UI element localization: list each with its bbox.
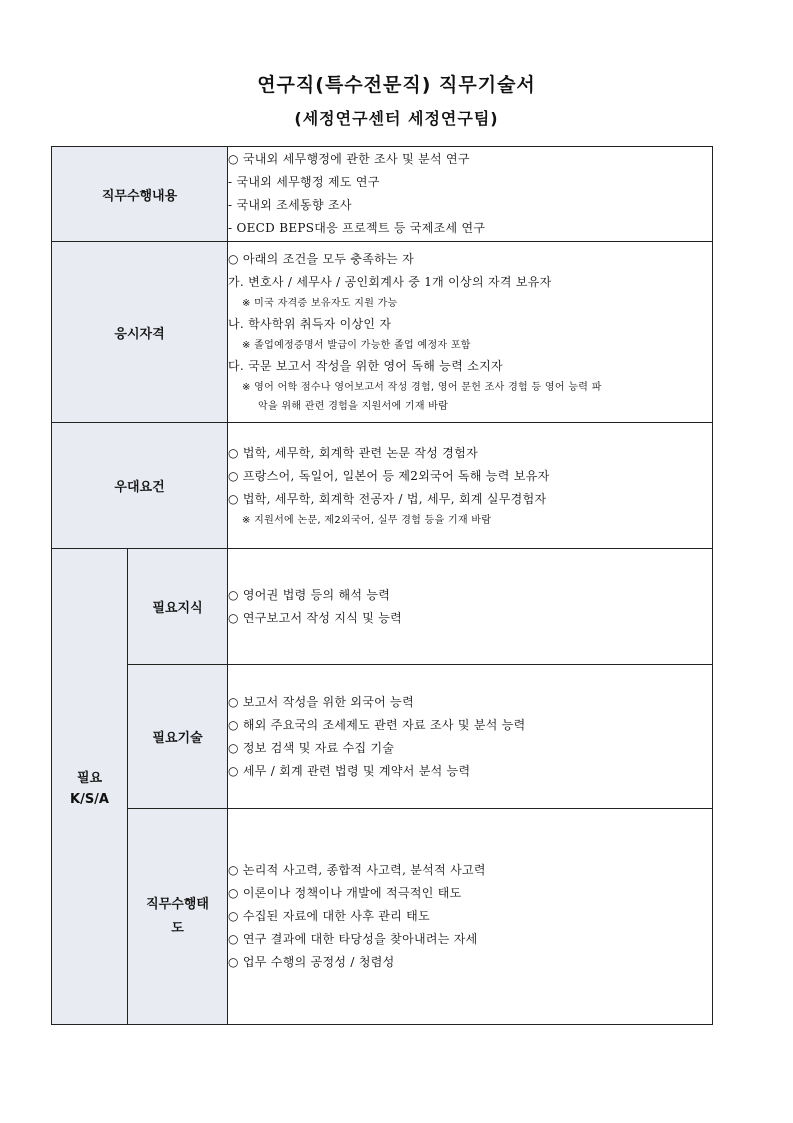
skills-row: [52, 665, 713, 809]
skills-line: ○ 정보 검색 및 자료 수집 기술: [228, 740, 395, 755]
preferred-label: 우대요건: [52, 423, 228, 549]
attitude-content: [228, 809, 713, 1025]
preferred-line: ○ 법학, 세무학, 회계학 관련 논문 작성 경험자: [228, 445, 478, 460]
skills-line: ○ 보고서 작성을 위한 외국어 능력: [228, 694, 414, 709]
skills-line: ○ 세무 / 회계 관련 법령 및 계약서 분석 능력: [228, 763, 471, 778]
ksa-label-line1: 필요: [76, 770, 103, 786]
knowledge-line: ○ 영어권 법령 등의 해석 능력: [228, 587, 391, 602]
skills-content: [228, 665, 713, 809]
attitude-line: ○ 수집된 자료에 대한 사후 관리 태도: [228, 909, 430, 923]
preferred-row: [52, 423, 713, 549]
knowledge-label: 필요지식: [128, 549, 228, 665]
qualification-line: ○ 아래의 조건을 모두 충족하는 자: [228, 252, 414, 266]
skills-line: ○ 해외 주요국의 조세제도 관련 자료 조사 및 분석 능력: [228, 717, 526, 732]
duties-line: ○ 국내외 세무행정에 관한 조사 및 분석 연구: [228, 152, 470, 166]
document-subtitle: (세정연구센터 세정연구팀): [294, 109, 499, 128]
document-title: 연구직(특수전문직) 직무기술서: [257, 74, 536, 96]
duties-line: - 국내외 세무행정 제도 연구: [228, 175, 380, 189]
qualification-note: 악을 위해 관련 경험을 지원서에 기재 바람: [258, 401, 449, 412]
qualification-note: ※ 영어 어학 점수나 영어보고서 작성 경험, 영어 문헌 조사 경험 등 영어 능력 파: [242, 382, 602, 393]
attitude-line: ○ 이론이나 정책이나 개발에 적극적인 태도: [228, 886, 462, 900]
qualification-line: 나. 학사학위 취득자 이상인 자: [228, 317, 392, 331]
ksa-label: [52, 549, 128, 1025]
job-description-table: [51, 146, 713, 1025]
qualifications-label: 응시자격: [52, 242, 228, 423]
qualification-line: 가. 변호사 / 세무사 / 공인회계사 중 1개 이상의 자격 보유자: [228, 275, 552, 289]
preferred-note: ※ 지원서에 논문, 제2외국어, 실무 경험 등을 기재 바람: [242, 514, 492, 526]
qualification-note: ※ 졸업예정증명서 발급이 가능한 졸업 예정자 포함: [242, 340, 471, 351]
attitude-line: ○ 업무 수행의 공정성 / 청렴성: [228, 955, 395, 969]
qualification-note: ※ 미국 자격증 보유자도 지원 가능: [242, 298, 398, 309]
ksa-label-line2: K/S/A: [70, 791, 109, 807]
preferred-line: ○ 프랑스어, 독일어, 일본어 등 제2외국어 독해 능력 보유자: [228, 468, 550, 483]
preferred-line: ○ 법학, 세무학, 회계학 전공자 / 법, 세무, 회계 실무경험자: [228, 491, 547, 506]
duties-row: [52, 147, 713, 242]
knowledge-row: [52, 549, 713, 665]
knowledge-line: ○ 연구보고서 작성 지식 및 능력: [228, 610, 403, 625]
qualifications-row: [52, 242, 713, 423]
preferred-content: [228, 423, 713, 549]
qualifications-content: [228, 242, 713, 423]
qualification-line: 다. 국문 보고서 작성을 위한 영어 독해 능력 소지자: [228, 359, 503, 373]
attitude-line: ○ 연구 결과에 대한 타당성을 찾아내려는 자세: [228, 932, 478, 946]
attitude-row: [52, 809, 713, 1025]
skills-label: 필요기술: [128, 665, 228, 809]
duties-line: - 국내외 조세동향 조사: [228, 198, 352, 212]
duties-content: [228, 147, 713, 242]
duties-line: - OECD BEPS대응 프로젝트 등 국제조세 연구: [228, 221, 486, 235]
attitude-line: ○ 논리적 사고력, 종합적 사고력, 분석적 사고력: [228, 863, 486, 877]
knowledge-content: [228, 549, 713, 665]
duties-label: 직무수행내용: [52, 147, 228, 242]
attitude-label: 직무수행태도: [128, 809, 228, 1025]
